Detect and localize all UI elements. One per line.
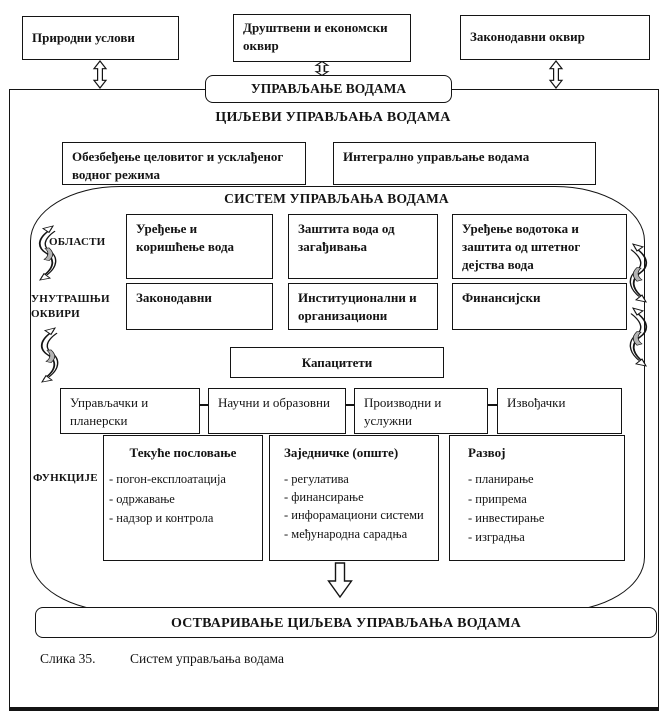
function-title: Заједничке (опште) xyxy=(284,445,399,460)
function-items xyxy=(468,470,618,548)
function-item: - регулатива xyxy=(284,472,349,487)
box-function-development xyxy=(449,435,625,561)
connector-line xyxy=(345,404,355,406)
function-item: - надзор и контрола xyxy=(109,510,214,525)
box-area-pollution-protection: Заштита вода од загађивања xyxy=(288,214,438,279)
box-goal-integrated-regime: Обезбеђење целовитог и усклађеног водног режима xyxy=(62,142,306,185)
box-capacities: Капацитети xyxy=(230,347,444,378)
box-capacity-management-planning: Управљачки и планерски xyxy=(60,388,200,434)
function-item: - међународна сарадња xyxy=(284,526,408,541)
box-framework-financial: Финансијски xyxy=(452,283,627,330)
function-title: Текуће пословање xyxy=(129,445,237,460)
double-arrow-icon xyxy=(314,61,330,76)
function-item: - финансирање xyxy=(284,490,364,505)
caption-figure-title: Систем управљања водама xyxy=(130,651,285,666)
box-function-common xyxy=(269,435,439,561)
double-arrow-icon xyxy=(548,60,564,89)
box-area-water-use: Уређење и коришћење вода xyxy=(126,214,273,279)
goals-heading: ЦИЉЕВИ УПРАВЉАЊА ВОДАМА xyxy=(215,110,451,125)
function-item: - планирање xyxy=(468,472,534,487)
function-item: - погон-експлоатација xyxy=(109,472,226,487)
function-item: - изградња xyxy=(468,530,525,545)
side-label-areas: ОБЛАСТИ xyxy=(49,236,106,248)
system-heading: СИСТЕМ УПРАВЉАЊА ВОДАМА xyxy=(224,191,449,206)
box-framework-institutional: Институционални и организациони xyxy=(288,283,438,330)
box-legislative-frame: Законодавни оквир xyxy=(460,15,650,60)
box-function-current-operations xyxy=(103,435,263,561)
function-item: - инфорамациони системи xyxy=(284,508,424,523)
box-framework-legislative: Законодавни xyxy=(126,283,273,330)
function-title: Развој xyxy=(468,445,506,460)
box-area-watercourse-regulation: Уређење водотока и заштита од штетног дејства вода xyxy=(452,214,627,279)
s-curve-arrow-icon xyxy=(628,242,654,304)
function-item: - инвестирање xyxy=(468,510,545,525)
box-natural-conditions: Природни услови xyxy=(22,16,179,60)
box-goal-integral-management: Интегрално управљање водама xyxy=(333,142,596,185)
s-curve-arrow-icon xyxy=(32,224,58,282)
side-label-functions: ФУНКЦИЈЕ xyxy=(33,472,98,484)
box-capacity-production-services: Производни и услужни xyxy=(354,388,488,434)
box-capacity-science-education: Научни и образовни xyxy=(208,388,346,434)
connector-line xyxy=(199,404,209,406)
box-water-management: УПРАВЉАЊЕ ВОДАМА xyxy=(205,75,452,103)
box-capacity-contracting: Извођачки xyxy=(497,388,622,434)
box-outcome: ОСТВАРИВАЊЕ ЦИЉЕВА УПРАВЉАЊА ВОДАМА xyxy=(35,607,657,638)
connector-line xyxy=(487,404,498,406)
side-label-internal-frames: УНУТРАШЊИ ОКВИРИ xyxy=(31,293,110,320)
s-curve-arrow-icon xyxy=(34,326,60,384)
double-arrow-icon xyxy=(92,60,108,89)
caption-figure-number: Слика 35. xyxy=(40,651,96,666)
function-items xyxy=(109,470,257,528)
down-arrow-icon xyxy=(327,562,353,598)
function-item: - припрема xyxy=(468,491,527,506)
function-items xyxy=(284,470,432,543)
s-curve-arrow-icon xyxy=(628,306,654,368)
box-social-economic-frame: Друштвени и економски оквир xyxy=(233,14,411,62)
function-item: - одржавање xyxy=(109,491,175,506)
